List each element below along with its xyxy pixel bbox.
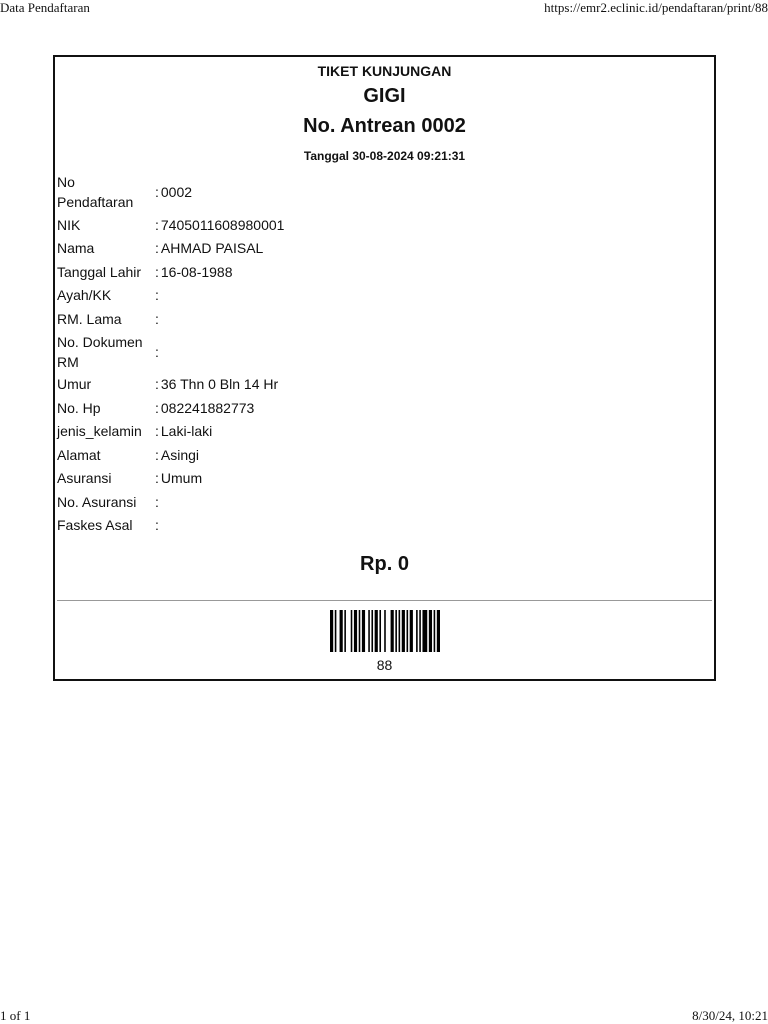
barcode-bar xyxy=(362,610,365,652)
info-value-cell: : Asingi xyxy=(155,446,200,463)
barcode-bar xyxy=(407,610,409,652)
info-value-cell: : xyxy=(155,287,159,304)
ticket-date: Tanggal 30-08-2024 09:21:31 xyxy=(303,149,466,163)
info-value-cell: : xyxy=(155,517,159,534)
barcode-bar xyxy=(359,610,361,652)
barcode-bar xyxy=(379,610,381,652)
ticket-title: TIKET KUNJUNGAN xyxy=(317,63,452,79)
print-datetime: 8/30/24, 10:21 xyxy=(692,1008,768,1023)
barcode-bar xyxy=(419,610,421,652)
info-value: 082241882773 xyxy=(160,399,255,416)
barcode-bar xyxy=(437,610,440,652)
info-label: No. Asuransi xyxy=(57,493,137,510)
barcode-bar xyxy=(399,610,401,652)
barcode-bar xyxy=(384,610,386,652)
info-value: 0002 xyxy=(160,184,193,200)
divider xyxy=(57,600,712,601)
barcode-bar xyxy=(422,610,427,652)
barcode-bar xyxy=(368,610,370,652)
barcode-image xyxy=(330,610,440,652)
info-label: Faskes Asal xyxy=(57,517,133,534)
info-row-rm-lama xyxy=(57,307,284,331)
info-row-asuransi xyxy=(57,467,284,491)
info-label: No Pendaftaran xyxy=(57,174,134,210)
print-footer xyxy=(0,1006,768,1024)
barcode-bar xyxy=(344,610,346,652)
info-row-no-dokumen-rm xyxy=(57,331,284,373)
patient-info-table xyxy=(57,171,284,537)
info-row-nama xyxy=(57,237,284,261)
ticket-queue-number: No. Antrean 0002 xyxy=(303,115,466,137)
info-value: 7405011608980001 xyxy=(160,216,285,233)
info-label: RM. Lama xyxy=(57,310,122,327)
info-value: 16-08-1988 xyxy=(160,263,233,280)
info-label: Tanggal Lahir xyxy=(57,263,142,280)
print-page-title: Data Pendaftaran xyxy=(0,0,90,15)
info-label: Asuransi xyxy=(57,470,112,487)
info-value-cell: : 082241882773 xyxy=(155,399,255,416)
info-value-cell: : xyxy=(155,493,159,510)
print-header xyxy=(0,0,768,16)
ticket-poli: GIGI xyxy=(363,85,406,107)
barcode-bar xyxy=(434,610,436,652)
info-label: No. Dokumen RM xyxy=(57,333,143,370)
info-row-nik xyxy=(57,213,284,237)
info-row-no-hp xyxy=(57,396,284,420)
barcode-bar xyxy=(354,610,357,652)
total-amount: Rp. 0 xyxy=(360,553,409,575)
info-value-cell: : 0002 xyxy=(155,184,193,200)
barcode-bar xyxy=(330,610,333,652)
info-label: Ayah/KK xyxy=(57,287,112,304)
info-value: AHMAD PAISAL xyxy=(160,240,264,257)
info-label: Alamat xyxy=(57,446,101,463)
info-row-tanggal-lahir xyxy=(57,260,284,284)
info-value-cell: : Umum xyxy=(155,470,203,487)
barcode-bar xyxy=(402,610,405,652)
barcode-bar xyxy=(391,610,394,652)
barcode-bar xyxy=(429,610,432,652)
info-value: Laki-laki xyxy=(160,423,213,440)
barcode-bar xyxy=(340,610,343,652)
barcode-bar xyxy=(410,610,413,652)
info-row-umur xyxy=(57,373,284,397)
barcode-bar xyxy=(416,610,418,652)
barcode-number: 88 xyxy=(376,657,393,673)
info-value: Umum xyxy=(160,470,203,487)
info-value: Asingi xyxy=(160,446,200,463)
info-label: NIK xyxy=(57,216,81,233)
info-row-ayah-kk xyxy=(57,284,284,308)
info-value-cell: : Laki-laki xyxy=(155,423,213,440)
info-label: No. Hp xyxy=(57,399,101,416)
barcode-bar xyxy=(375,610,378,652)
info-value-cell: : 36 Thn 0 Bln 14 Hr xyxy=(155,376,279,393)
info-row-jenis-kelamin xyxy=(57,420,284,444)
barcode-bar xyxy=(335,610,337,652)
print-page-url: https://emr2.eclinic.id/pendaftaran/print/88 xyxy=(544,0,768,15)
info-row-no-asuransi xyxy=(57,490,284,514)
info-value-cell: : 16-08-1988 xyxy=(155,263,233,280)
info-row-faskes-asal xyxy=(57,514,284,538)
info-value: 36 Thn 0 Bln 14 Hr xyxy=(160,376,279,393)
info-label: Nama xyxy=(57,240,95,257)
info-value-cell: : xyxy=(155,310,159,327)
info-row-alamat xyxy=(57,443,284,467)
barcode-bar xyxy=(371,610,373,652)
print-page-count: 1 of 1 xyxy=(0,1008,31,1023)
info-label: Umur xyxy=(57,376,92,393)
info-value-cell: : AHMAD PAISAL xyxy=(155,240,264,257)
info-label: jenis_kelamin xyxy=(57,423,142,440)
info-row-no-pendaftaran xyxy=(57,171,284,213)
barcode-bar xyxy=(395,610,397,652)
info-value-cell: : xyxy=(155,343,159,360)
visit-ticket xyxy=(53,55,716,681)
barcode-bar xyxy=(351,610,353,652)
info-value-cell: : 7405011608980001 xyxy=(155,216,285,233)
